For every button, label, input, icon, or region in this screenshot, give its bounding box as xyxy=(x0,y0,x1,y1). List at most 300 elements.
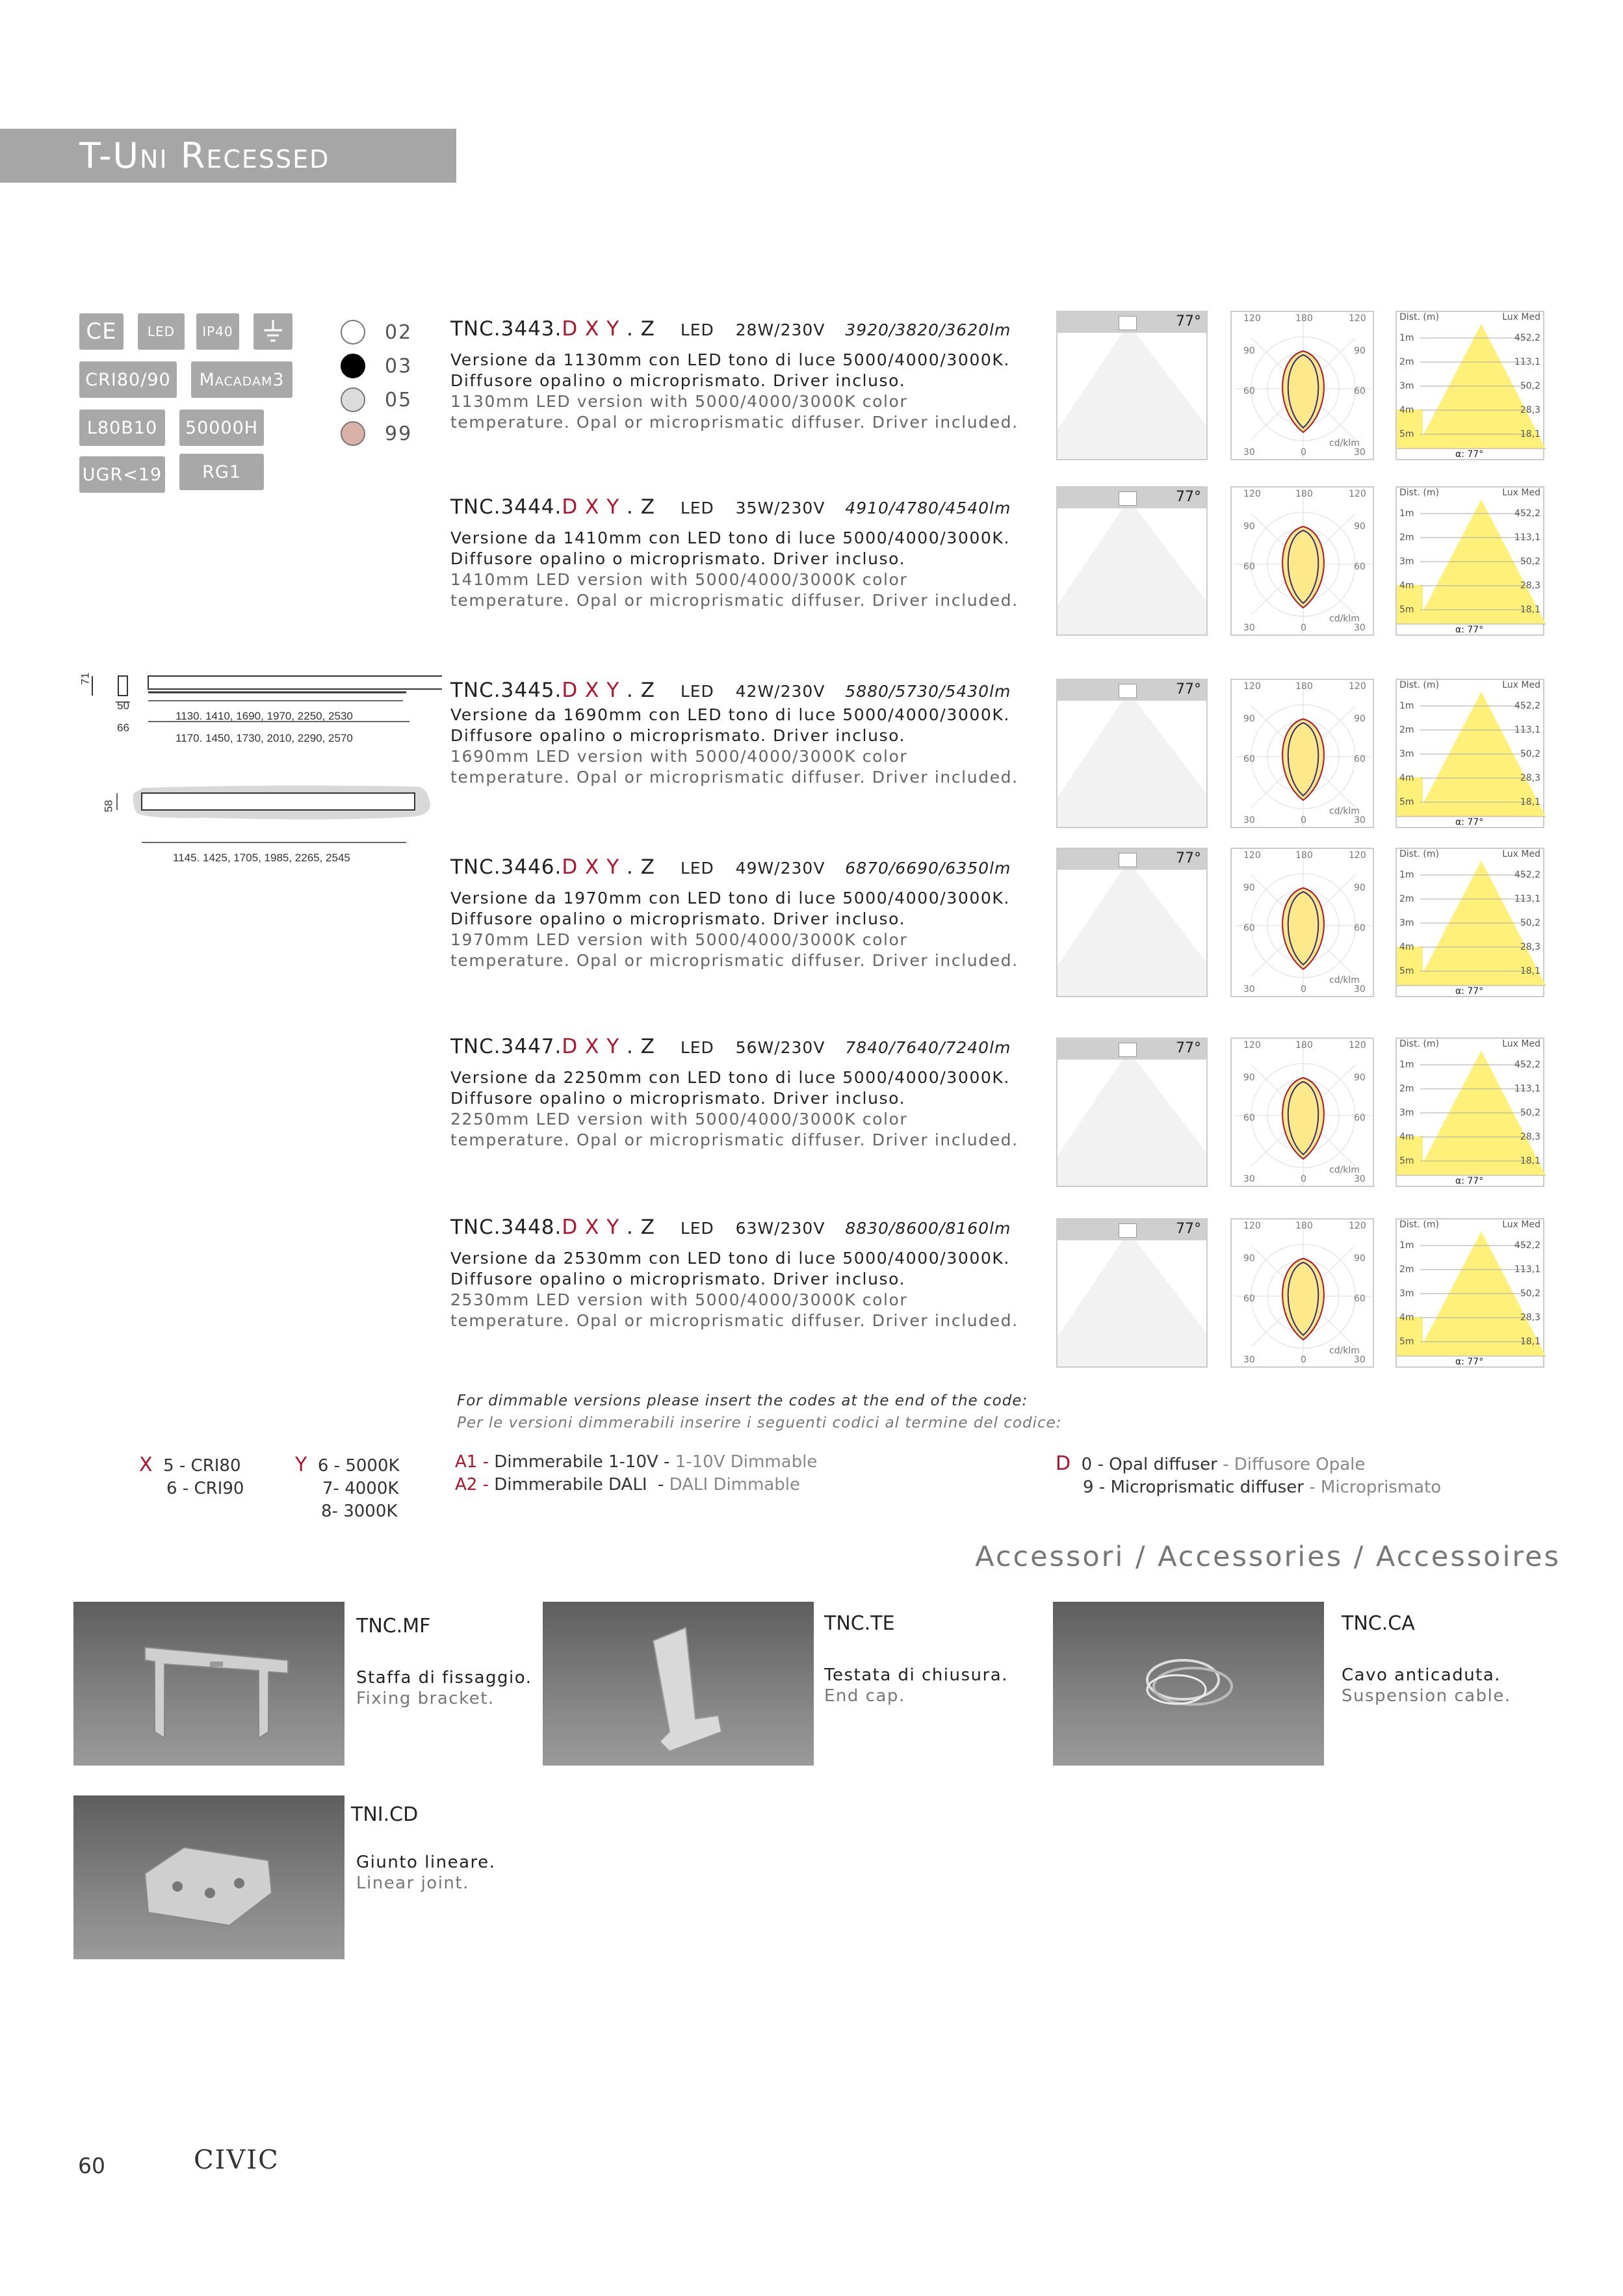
product-desc-en: 2530mm LED version with 5000/4000/3000K color temperature. Opal or microprismatic diffuser. Driver included. xyxy=(450,1290,1019,1330)
color-option-03 xyxy=(341,354,412,378)
polar-label: 120 xyxy=(1243,1040,1261,1050)
product-code-base: TNC.3447. xyxy=(450,1035,562,1058)
option-dimmable: A1 - Dimmerabile 1-10V - 1-10V Dimmable A2 - Dimmerabile DALI - DALI Dimmable xyxy=(455,1452,818,1494)
product-code-suffix: . Z xyxy=(627,317,655,341)
product-code-base: TNC.3443. xyxy=(450,317,562,341)
polar-diagram xyxy=(1230,1037,1374,1187)
lux-value: 28,3 xyxy=(1520,1312,1540,1323)
polar-label: 60 xyxy=(1243,923,1255,933)
option-diffuser: D 0 - Opal diffuser - Diffusore Opale 9 - Microprismatic diffuser - Microprismato xyxy=(1056,1452,1442,1497)
lux-distance: 1m xyxy=(1399,508,1414,519)
polar-label: 90 xyxy=(1354,1253,1366,1264)
polar-label: 60 xyxy=(1243,754,1255,764)
accessory-image-cd xyxy=(73,1795,344,1959)
polar-label: 120 xyxy=(1243,489,1261,499)
beam-angle: 77° xyxy=(1176,850,1201,867)
polar-label: 120 xyxy=(1349,850,1366,861)
polar-label: 180 xyxy=(1295,313,1313,324)
product-block xyxy=(450,1035,1068,1151)
product-code xyxy=(450,679,1068,702)
polar-unit: cd/klm xyxy=(1329,806,1360,816)
lux-header-dist: Dist. (m) xyxy=(1399,1039,1439,1049)
option-a1-key: A1 xyxy=(455,1452,478,1472)
lux-distance: 2m xyxy=(1399,1264,1414,1275)
lux-diagram xyxy=(1396,311,1544,460)
option-a1-it: Dimmerabile 1-10V xyxy=(494,1452,658,1472)
option-y-key: Y xyxy=(295,1454,307,1476)
lux-distance: 2m xyxy=(1399,532,1414,543)
polar-label: 30 xyxy=(1243,1174,1255,1184)
polar-label: 120 xyxy=(1243,681,1261,692)
beam-cone xyxy=(1058,849,1208,997)
polar-label: 60 xyxy=(1243,1294,1255,1304)
polar-label: 90 xyxy=(1354,883,1366,893)
accessory-desc-en: Fixing bracket. xyxy=(356,1689,495,1708)
polar-label: 0 xyxy=(1301,815,1306,826)
beam-diagram xyxy=(1056,679,1208,828)
product-power: 42W/230V xyxy=(735,682,825,701)
lux-distance: 2m xyxy=(1399,357,1414,367)
option-y-3: 8- 3000K xyxy=(321,1502,398,1521)
lux-distance: 3m xyxy=(1399,1288,1414,1299)
lux-distance: 5m xyxy=(1399,1156,1414,1166)
product-code-suffix: . Z xyxy=(627,1035,655,1058)
lux-value: 113,1 xyxy=(1514,357,1540,367)
lux-distance: 4m xyxy=(1399,1312,1414,1323)
lux-value: 18,1 xyxy=(1520,1156,1540,1166)
lux-value: 50,2 xyxy=(1520,1108,1540,1118)
option-d-2: 9 - Microprismatic diffuser xyxy=(1083,1478,1304,1497)
product-desc-it: Versione da 2530mm con LED tono di luce 5000/4000/3000K. Diffusore opalino o microprismato. Driver incluso. xyxy=(450,1249,1010,1288)
polar-label: 180 xyxy=(1295,1040,1313,1050)
polar-unit: cd/klm xyxy=(1329,1165,1360,1175)
polar-diagram xyxy=(1230,311,1374,460)
lux-header-lux: Lux Med xyxy=(1502,1039,1540,1049)
beam-angle: 77° xyxy=(1176,1040,1201,1056)
product-led: LED xyxy=(680,1038,714,1057)
beam-angle: 77° xyxy=(1176,313,1201,330)
accessory-desc-en: End cap. xyxy=(824,1686,905,1706)
beam-diagram xyxy=(1056,311,1208,460)
ugr-badge: UGR<19 xyxy=(79,456,165,493)
polar-label: 30 xyxy=(1243,623,1255,633)
polar-label: 0 xyxy=(1301,1355,1306,1365)
beam-angle: 77° xyxy=(1176,681,1201,698)
brand-logo: CIVIC xyxy=(194,2145,279,2175)
option-x-1: 5 - CRI80 xyxy=(163,1456,241,1476)
product-led: LED xyxy=(680,859,714,878)
product-desc-it: Versione da 1410mm con LED tono di luce 5000/4000/3000K. Diffusore opalino o microprismato. Driver incluso. xyxy=(450,528,1010,568)
page-number: 60 xyxy=(78,2153,105,2178)
polar-label: 90 xyxy=(1243,346,1255,356)
product-desc-it: Versione da 1690mm con LED tono di luce 5000/4000/3000K. Diffusore opalino o microprismato. Driver incluso. xyxy=(450,705,1010,745)
cri-badge: CRI80/90 xyxy=(79,361,177,398)
polar-label: 30 xyxy=(1243,447,1255,458)
lux-value: 452,2 xyxy=(1514,1240,1540,1251)
lux-value: 50,2 xyxy=(1520,556,1540,567)
polar-diagram xyxy=(1230,486,1374,636)
polar-unit: cd/klm xyxy=(1329,614,1360,624)
product-led: LED xyxy=(680,682,714,701)
lux-distance: 4m xyxy=(1399,773,1414,783)
product-code-base: TNC.3448. xyxy=(450,1216,562,1239)
polar-label: 60 xyxy=(1243,386,1255,397)
lux-header-lux: Lux Med xyxy=(1502,1220,1540,1230)
polar-label: 60 xyxy=(1354,1294,1366,1304)
product-led: LED xyxy=(680,320,714,339)
product-block xyxy=(450,855,1068,971)
lux-value: 113,1 xyxy=(1514,532,1540,543)
product-code xyxy=(450,1035,1068,1058)
lux-value: 452,2 xyxy=(1514,870,1540,880)
product-code-var: D X Y xyxy=(562,1216,620,1239)
product-desc-en: 2250mm LED version with 5000/4000/3000K color temperature. Opal or microprismatic diffuser. Driver included. xyxy=(450,1110,1019,1149)
polar-label: 120 xyxy=(1349,489,1366,499)
product-code-var: D X Y xyxy=(562,679,620,702)
lux-value: 452,2 xyxy=(1514,508,1540,519)
product-power: 63W/230V xyxy=(735,1219,825,1238)
lux-header-lux: Lux Med xyxy=(1502,849,1540,859)
option-a2-en: DALI Dimmable xyxy=(669,1475,800,1494)
lux-distance: 4m xyxy=(1399,942,1414,952)
option-x xyxy=(139,1454,244,1500)
ip-badge: IP40 xyxy=(196,313,239,350)
beam-cone xyxy=(1058,680,1208,828)
polar-label: 180 xyxy=(1295,681,1313,692)
option-y-1: 6 - 5000K xyxy=(317,1456,400,1476)
beam-diagram xyxy=(1056,1218,1208,1368)
polar-label: 60 xyxy=(1243,562,1255,572)
lux-distance: 3m xyxy=(1399,918,1414,928)
lux-value: 18,1 xyxy=(1520,605,1540,615)
polar-label: 60 xyxy=(1354,1113,1366,1123)
beam-diagram xyxy=(1056,1037,1208,1187)
lux-value: 28,3 xyxy=(1520,405,1540,415)
polar-unit: cd/klm xyxy=(1329,1346,1360,1356)
beam-diagram xyxy=(1056,848,1208,997)
led-badge: LED xyxy=(138,313,185,350)
lux-distance: 3m xyxy=(1399,381,1414,391)
ground-icon xyxy=(253,313,292,350)
option-x-key: X xyxy=(139,1454,153,1476)
lux-diagram xyxy=(1396,679,1544,828)
polar-label: 120 xyxy=(1243,313,1261,324)
lux-diagram xyxy=(1396,1218,1544,1368)
lux-header-dist: Dist. (m) xyxy=(1399,312,1439,322)
product-code-base: TNC.3445. xyxy=(450,679,562,702)
page-title: T-Uni Recessed xyxy=(0,129,456,183)
lux-diagram xyxy=(1396,486,1544,636)
polar-label: 30 xyxy=(1354,447,1366,458)
option-y xyxy=(295,1454,400,1523)
product-code-var: D X Y xyxy=(562,1035,620,1058)
lux-alpha: α: 77° xyxy=(1455,817,1484,828)
color-code: 03 xyxy=(385,354,413,378)
lux-value: 50,2 xyxy=(1520,1288,1540,1299)
lux-distance: 2m xyxy=(1399,1084,1414,1094)
polar-label: 30 xyxy=(1354,984,1366,995)
option-d-1: 0 - Opal diffuser xyxy=(1081,1455,1217,1474)
lux-value: 18,1 xyxy=(1520,429,1540,439)
beam-cone xyxy=(1058,1220,1208,1368)
lux-distance: 2m xyxy=(1399,725,1414,735)
product-desc-it: Versione da 1970mm con LED tono di luce 5000/4000/3000K. Diffusore opalino o microprismato. Driver incluso. xyxy=(450,889,1010,928)
color-swatch xyxy=(341,421,365,446)
lux-value: 18,1 xyxy=(1520,1337,1540,1347)
polar-label: 120 xyxy=(1349,681,1366,692)
polar-unit: cd/klm xyxy=(1329,438,1360,449)
lux-diagram xyxy=(1396,1037,1544,1187)
polar-label: 60 xyxy=(1354,386,1366,397)
polar-label: 120 xyxy=(1349,313,1366,324)
accessory-code-ca: TNC.CA xyxy=(1342,1612,1415,1635)
lux-distance: 3m xyxy=(1399,556,1414,567)
lux-value: 28,3 xyxy=(1520,942,1540,952)
lux-value: 28,3 xyxy=(1520,773,1540,783)
color-code: 02 xyxy=(385,320,413,344)
product-code-var: D X Y xyxy=(562,495,620,519)
product-code-var: D X Y xyxy=(562,317,620,341)
lux-value: 28,3 xyxy=(1520,1132,1540,1142)
polar-label: 60 xyxy=(1354,923,1366,933)
beam-cone xyxy=(1058,488,1208,636)
product-code-base: TNC.3446. xyxy=(450,855,562,879)
polar-label: 90 xyxy=(1354,1073,1366,1083)
beam-angle: 77° xyxy=(1176,489,1201,505)
product-code-base: TNC.3444. xyxy=(450,495,562,519)
polar-label: 30 xyxy=(1354,1355,1366,1365)
polar-label: 120 xyxy=(1243,1221,1261,1231)
lux-distance: 1m xyxy=(1399,1060,1414,1070)
polar-diagram xyxy=(1230,679,1374,828)
lux-distance: 1m xyxy=(1399,333,1414,343)
lux-value: 452,2 xyxy=(1514,333,1540,343)
color-swatch xyxy=(341,320,365,345)
product-code xyxy=(450,1216,1068,1239)
color-option-02 xyxy=(341,320,412,345)
beam-cone xyxy=(1058,1039,1208,1187)
product-block xyxy=(450,1216,1068,1331)
polar-diagram xyxy=(1230,1218,1374,1368)
lux-alpha: α: 77° xyxy=(1455,986,1484,997)
lux-distance: 2m xyxy=(1399,894,1414,904)
accessory-image-ca xyxy=(1053,1602,1324,1766)
lux-distance: 1m xyxy=(1399,870,1414,880)
lengths-2: 1170. 1450, 1730, 2010, 2290, 2570 xyxy=(175,732,353,744)
product-desc-en: 1970mm LED version with 5000/4000/3000K color temperature. Opal or microprismatic diffuser. Driver included. xyxy=(450,930,1019,970)
lux-value: 452,2 xyxy=(1514,701,1540,711)
profile-width: 66 xyxy=(117,722,129,734)
l80-badge: L80B10 xyxy=(79,410,165,446)
lux-distance: 3m xyxy=(1399,1108,1414,1118)
option-d-key: D xyxy=(1056,1452,1071,1475)
option-d-2-it: Microprismato xyxy=(1320,1478,1442,1497)
beam-diagram xyxy=(1056,486,1208,636)
lux-distance: 5m xyxy=(1399,1337,1414,1347)
accessory-code-te: TNC.TE xyxy=(824,1612,895,1635)
color-code: 05 xyxy=(385,388,413,411)
polar-label: 0 xyxy=(1301,447,1306,458)
lux-value: 113,1 xyxy=(1514,1084,1540,1094)
lux-value: 452,2 xyxy=(1514,1060,1540,1070)
lux-value: 50,2 xyxy=(1520,749,1540,759)
product-desc-en: 1130mm LED version with 5000/4000/3000K color temperature. Opal or microprismatic diffuser. Driver included. xyxy=(450,392,1019,432)
product-desc-en: 1410mm LED version with 5000/4000/3000K color temperature. Opal or microprismatic diffuser. Driver included. xyxy=(450,570,1019,610)
product-lumen: 8830/8600/8160lm xyxy=(845,1219,1011,1238)
polar-label: 90 xyxy=(1243,1253,1255,1264)
lux-value: 50,2 xyxy=(1520,918,1540,928)
accessory-desc-it: Staffa di fissaggio. xyxy=(356,1668,532,1688)
lux-distance: 5m xyxy=(1399,797,1414,807)
product-code-suffix: . Z xyxy=(627,1216,655,1239)
lux-alpha: α: 77° xyxy=(1455,449,1484,460)
polar-label: 0 xyxy=(1301,1174,1306,1184)
product-led: LED xyxy=(680,1219,714,1238)
accessory-image-mf xyxy=(73,1602,344,1766)
polar-label: 30 xyxy=(1354,815,1366,826)
color-option-05 xyxy=(341,387,412,412)
lux-value: 28,3 xyxy=(1520,581,1540,591)
accessory-code-cd: TNI.CD xyxy=(351,1803,419,1826)
lux-alpha: α: 77° xyxy=(1455,1357,1484,1367)
lux-value: 113,1 xyxy=(1514,725,1540,735)
lux-distance: 1m xyxy=(1399,701,1414,711)
product-lumen: 7840/7640/7240lm xyxy=(845,1038,1011,1057)
product-code xyxy=(450,855,1068,879)
lux-value: 113,1 xyxy=(1514,894,1540,904)
lux-header-dist: Dist. (m) xyxy=(1399,849,1439,859)
color-swatch xyxy=(341,387,365,412)
accessory-desc-it: Giunto lineare. xyxy=(356,1853,496,1872)
accessory-desc-it: Testata di chiusura. xyxy=(824,1665,1008,1685)
lux-distance: 5m xyxy=(1399,605,1414,615)
polar-label: 90 xyxy=(1243,521,1255,532)
polar-label: 120 xyxy=(1243,850,1261,861)
lux-value: 18,1 xyxy=(1520,966,1540,976)
color-code: 99 xyxy=(385,422,413,445)
lux-alpha: α: 77° xyxy=(1455,625,1484,635)
product-block xyxy=(450,679,1068,788)
accessory-image-te xyxy=(543,1602,814,1766)
accessory-desc-it: Cavo anticaduta. xyxy=(1342,1665,1501,1685)
accessory-desc-en: Linear joint. xyxy=(356,1873,469,1893)
note-en: For dimmable versions please insert the codes at the end of the code: xyxy=(457,1392,1028,1409)
polar-label: 60 xyxy=(1354,562,1366,572)
lux-value: 50,2 xyxy=(1520,381,1540,391)
polar-label: 120 xyxy=(1349,1040,1366,1050)
polar-label: 120 xyxy=(1349,1221,1366,1231)
polar-label: 90 xyxy=(1354,521,1366,532)
polar-label: 0 xyxy=(1301,984,1306,995)
option-y-2: 7- 4000K xyxy=(322,1479,399,1498)
lux-header-dist: Dist. (m) xyxy=(1399,680,1439,690)
polar-label: 30 xyxy=(1243,1355,1255,1365)
option-a2-key: A2 xyxy=(455,1475,478,1494)
polar-label: 30 xyxy=(1243,984,1255,995)
beam-cone xyxy=(1058,312,1208,460)
lux-distance: 3m xyxy=(1399,749,1414,759)
product-block xyxy=(450,317,1068,433)
lengths-1: 1130. 1410, 1690, 1970, 2250, 2530 xyxy=(175,710,353,722)
polar-label: 90 xyxy=(1354,714,1366,724)
ce-badge: CE xyxy=(79,313,123,350)
lux-diagram xyxy=(1396,848,1544,997)
product-desc-it: Versione da 1130mm con LED tono di luce 5000/4000/3000K. Diffusore opalino o microprismato. Driver incluso. xyxy=(450,350,1010,390)
product-code-suffix: . Z xyxy=(627,855,655,879)
accessory-desc-en: Suspension cable. xyxy=(1342,1686,1511,1706)
product-desc-en: 1690mm LED version with 5000/4000/3000K color temperature. Opal or microprismatic diffuser. Driver included. xyxy=(450,747,1019,787)
option-a1-en: 1-10V Dimmable xyxy=(675,1452,818,1472)
lux-distance: 4m xyxy=(1399,1132,1414,1142)
polar-label: 60 xyxy=(1354,754,1366,764)
polar-label: 180 xyxy=(1295,1221,1313,1231)
profile-height-2: 50 xyxy=(117,699,129,712)
product-code xyxy=(450,317,1068,341)
option-x-2: 6 - CRI90 xyxy=(166,1479,244,1498)
product-code-suffix: . Z xyxy=(627,679,655,702)
accessory-code-mf: TNC.MF xyxy=(356,1615,431,1637)
lux-distance: 5m xyxy=(1399,429,1414,439)
cut-height: 58 xyxy=(102,800,115,813)
polar-diagram xyxy=(1230,848,1374,997)
option-a2-it: Dimmerabile DALI xyxy=(494,1475,647,1494)
lux-header-dist: Dist. (m) xyxy=(1399,488,1439,498)
macadam-badge: Macadam3 xyxy=(191,361,292,398)
polar-label: 30 xyxy=(1243,815,1255,826)
product-led: LED xyxy=(680,499,714,517)
product-power: 28W/230V xyxy=(735,320,825,339)
option-d-1-it: Diffusore Opale xyxy=(1234,1455,1366,1474)
lux-value: 18,1 xyxy=(1520,797,1540,807)
polar-label: 0 xyxy=(1301,623,1306,633)
color-swatch xyxy=(341,354,365,378)
lux-header-lux: Lux Med xyxy=(1502,680,1540,690)
polar-label: 90 xyxy=(1243,714,1255,724)
product-lumen: 4910/4780/4540lm xyxy=(845,499,1011,517)
product-lumen: 5880/5730/5430lm xyxy=(845,682,1011,701)
product-code-suffix: . Z xyxy=(627,495,655,519)
polar-label: 30 xyxy=(1354,623,1366,633)
lux-value: 113,1 xyxy=(1514,1264,1540,1275)
polar-label: 180 xyxy=(1295,850,1313,861)
polar-label: 30 xyxy=(1354,1174,1366,1184)
product-power: 35W/230V xyxy=(735,499,825,517)
product-code xyxy=(450,495,1068,519)
profile-height-1: 71 xyxy=(79,672,92,685)
accessories-title: Accessori / Accessories / Accessoires xyxy=(975,1541,1561,1573)
product-desc-it: Versione da 2250mm con LED tono di luce 5000/4000/3000K. Diffusore opalino o microprismato. Driver incluso. xyxy=(450,1068,1010,1108)
product-power: 49W/230V xyxy=(735,859,825,878)
polar-label: 90 xyxy=(1354,346,1366,356)
hours-badge: 50000H xyxy=(179,410,264,446)
lux-header-lux: Lux Med xyxy=(1502,488,1540,498)
product-block xyxy=(450,495,1068,611)
lux-distance: 1m xyxy=(1399,1240,1414,1251)
polar-label: 90 xyxy=(1243,1073,1255,1083)
lux-header-dist: Dist. (m) xyxy=(1399,1220,1439,1230)
lux-distance: 4m xyxy=(1399,581,1414,591)
note-it: Per le versioni dimmerabili inserire i seguenti codici al termine del codice: xyxy=(457,1415,1062,1431)
polar-label: 180 xyxy=(1295,489,1313,499)
lux-header-lux: Lux Med xyxy=(1502,312,1540,322)
polar-label: 90 xyxy=(1243,883,1255,893)
product-power: 56W/230V xyxy=(735,1038,825,1057)
polar-unit: cd/klm xyxy=(1329,975,1360,985)
product-lumen: 3920/3820/3620lm xyxy=(845,320,1011,339)
cut-lengths: 1145. 1425, 1705, 1985, 2265, 2545 xyxy=(173,852,350,864)
rg-badge: RG1 xyxy=(179,454,264,490)
lux-distance: 4m xyxy=(1399,405,1414,415)
